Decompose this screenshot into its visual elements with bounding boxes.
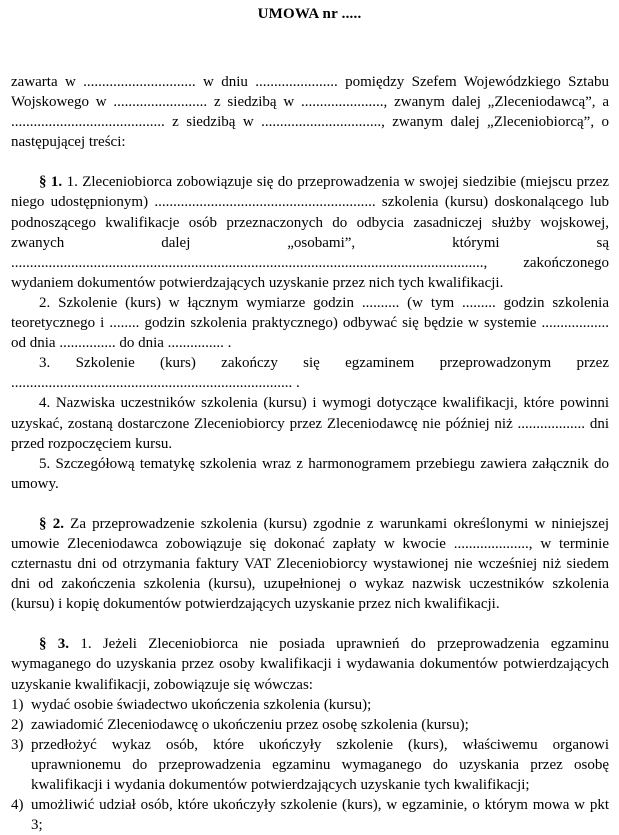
list-item bbox=[11, 715, 609, 735]
section-2-text: Za przeprowadzenie szkolenia (kursu) zgodnie z warunkami określonymi w niniejszej umowie Zleceniodawca zobowiązuje się dokonać zapłaty w kwocie ...................., w terminie czternastu dni od otrzymania faktury VAT Zleceniobiorcy wystawionej nie wcześniej niż siedem dni od zakończenia szkolenia (kursu), uzupełnionej o wykaz nazwisk uczestników szkolenia (kursu) i kopię dokumentów potwierdzających uzyskanie przez nich kwalifikacji. bbox=[11, 515, 610, 613]
section-3-list bbox=[11, 695, 609, 835]
list-item bbox=[11, 735, 609, 795]
list-item-number: 1) bbox=[11, 696, 24, 713]
spacer bbox=[11, 494, 609, 514]
section-1-paragraph-1 bbox=[11, 172, 609, 293]
section-1-paragraph-3: 3. Szkolenie (kurs) zakończy się egzaminem przeprowadzonym przez ........................................................................... . bbox=[11, 355, 609, 392]
spacer bbox=[11, 614, 609, 634]
section-1-paragraph-2: 2. Szkolenie (kurs) w łącznym wymiarze godzin .......... (w tym ......... godzin szkolenia teoretycznego i ........ godzin szkolenia praktycznego) odbywać się będzie w systemie .................. od dnia ............... do dnia ............... . bbox=[11, 294, 609, 352]
section-2-marker: § 2. bbox=[39, 515, 64, 532]
list-item-text: przedłożyć wykaz osób, które ukończyły szkolenie (kurs), właściwemu organowi uprawnionemu do przeprowadzenia egzaminu wymaganego do uzyskania przez osobę kwalifikacji i wydania dokumentów potwierdzających uzyskanie tych kwalifikacji; bbox=[31, 736, 609, 793]
list-item-text: umożliwić udział osób, które ukończyły szkolenie (kurs), w egzaminie, o którym mowa w pkt 3; bbox=[31, 797, 609, 834]
list-item-number: 4) bbox=[11, 797, 24, 814]
section-3-marker: § 3. bbox=[39, 636, 70, 653]
list-item-number: 3) bbox=[11, 736, 24, 753]
intro-paragraph: zawarta w .............................. w dniu ...................... pomiędzy Szefem Wojewódzkiego Sztabu Wojskowego w ......................... z siedzibą w ......................, zwanym dalej „Zleceniodawcą”, a ......................................... z siedzibą w ................................, zwanym dalej „Zleceniobiorcą”, o następującej treści: bbox=[11, 74, 609, 151]
section-1-p1-text: 1. Zleceniobiorca zobowiązuje się do przeprowadzenia w swojej siedzibie (miejscu przez niego udostępnionym) ........................................................... szkolenia (kursu) doskonalącego lub podnoszącego kwalifikacje osób przeznaczonych do odbycia zasadniczej służby wojskowej, zwanych dalej „osobami”, którymi są .............................................................................................................................., zakończonego wydaniem dokumentów potwierdzających uzyskanie przez nich tych kwalifikacji. bbox=[11, 174, 610, 291]
document-body bbox=[11, 72, 609, 835]
spacer bbox=[11, 152, 609, 172]
section-1-paragraph-5: 5. Szczegółową tematykę szkolenia wraz z harmonogramem przebiegu zawiera załącznik do umowy. bbox=[11, 455, 609, 492]
section-1-marker: § 1. bbox=[39, 174, 63, 191]
list-item-number: 2) bbox=[11, 716, 24, 733]
list-item bbox=[11, 695, 609, 715]
section-3-paragraph bbox=[11, 634, 609, 694]
section-2-paragraph bbox=[11, 514, 609, 614]
section-3-text: 1. Jeżeli Zleceniobiorca nie posiada uprawnień do przeprowadzenia egzaminu wymaganego do uzyskania przez osoby kwalifikacji i wydawania dokumentów potwierdzających uzyskanie kwalifikacji, zobowiązuje się wówczas: bbox=[11, 636, 610, 693]
document-title: UMOWA nr ..... bbox=[257, 6, 362, 22]
list-item-text: zawiadomić Zleceniodawcę o ukończeniu przez osobę szkolenia (kursu); bbox=[31, 716, 469, 733]
section-1-paragraph-4: 4. Nazwiska uczestników szkolenia (kursu) i wymogi dotyczące kwalifikacji, które powinni uzyskać, zostaną dostarczone Zleceniobiorcy przez Zleceniodawcę nie później niż .................. dni przed rozpoczęciem kursu. bbox=[11, 395, 609, 452]
list-item bbox=[11, 795, 609, 835]
list-item-text: wydać osobie świadectwo ukończenia szkolenia (kursu); bbox=[31, 696, 372, 713]
